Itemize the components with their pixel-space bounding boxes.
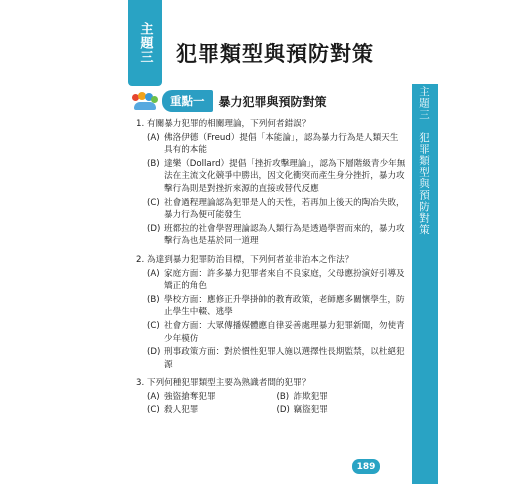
option-text: 詐欺犯罪 [293, 391, 328, 402]
option-text: 達樂（Dollard）提倡「挫折攻擊理論」，認為下層階級青少年無法在主流文化競爭中勝出，因文化衝突而產生身分挫折，暴力攻擊行為則是對挫折來源的直接或替代反應 [164, 158, 406, 194]
question-stem [136, 377, 406, 390]
option-list [136, 132, 406, 248]
option-text: 家庭方面：許多暴力犯罪者來自不良家庭，父母應扮演好引導及矯正的角色 [164, 268, 405, 292]
question-list [136, 118, 406, 423]
focus-header [132, 90, 327, 112]
question-text: 有關暴力犯罪的相關理論，下列何者錯誤？ [147, 119, 311, 129]
question-number: 2. [136, 254, 145, 265]
question-1 [136, 118, 406, 248]
option-d [277, 404, 407, 417]
option-text: 殺人犯罪 [164, 405, 199, 416]
option-label: (B) [147, 294, 160, 305]
question-3 [136, 377, 406, 417]
question-number: 3. [136, 378, 145, 389]
option-label: (C) [147, 197, 160, 208]
option-d [147, 223, 406, 248]
option-c [147, 197, 406, 222]
question-2 [136, 254, 406, 371]
option-label: (B) [147, 158, 160, 169]
option-list [136, 268, 406, 372]
option-text: 佛洛伊德（Freud）提倡「本能論」，認為暴力行為是人類天生具有的本能 [164, 132, 399, 156]
option-text: 社會方面：大眾傳播媒體應自律妥善處理暴力犯罪新聞，勿使青少年模仿 [164, 320, 405, 344]
option-label: (D) [276, 405, 290, 416]
option-label: (A) [147, 391, 160, 402]
option-label: (D) [147, 347, 161, 358]
theme-tab [128, 0, 162, 86]
question-number: 1. [136, 119, 145, 129]
option-label: (A) [147, 268, 160, 279]
chapter-title: 犯罪類型與預防對策 [176, 42, 374, 66]
question-stem [136, 254, 406, 267]
question-text: 下列何種犯罪類型主要為熟識者間的犯罪？ [147, 378, 311, 389]
option-text: 竊盜犯罪 [293, 405, 328, 416]
option-label: (B) [276, 391, 290, 402]
focus-title: 暴力犯罪與預防對策 [218, 94, 327, 109]
option-label: (D) [147, 223, 161, 234]
option-text: 班都拉的社會學習理論認為人類行為是透過學習而來的，暴力攻擊行為也是基於同一道理 [164, 223, 405, 247]
option-label: (C) [147, 320, 160, 331]
option-text: 社會過程理論認為犯罪是人的天性，若再加上後天的陶冶失敗，暴力行為便可能發生 [164, 197, 405, 221]
question-stem [136, 118, 406, 131]
people-icon-body [134, 102, 156, 110]
page-number: 189 [352, 459, 380, 474]
option-a [147, 268, 406, 293]
option-c [147, 320, 406, 345]
option-text: 學校方面：應修正升學掛帥的教育政策，老師應多關懷學生，防止學生中輟、逃學 [164, 294, 405, 318]
option-b [277, 391, 407, 404]
option-a [147, 391, 277, 404]
question-text: 為達到暴力犯罪防治目標，下列何者並非治本之作法？ [147, 254, 354, 265]
option-text: 強盜搶奪犯罪 [164, 391, 216, 402]
focus-badge: 重點一 [162, 90, 213, 112]
option-a [147, 132, 406, 157]
side-label: 主題三 犯罪類型與預防對策 [418, 86, 430, 236]
option-label: (C) [147, 405, 160, 416]
option-b [147, 158, 406, 196]
people-icon [132, 92, 158, 110]
option-d [147, 346, 406, 371]
option-c [147, 404, 277, 417]
option-b [147, 294, 406, 319]
option-list [136, 390, 406, 417]
option-text: 刑事政策方面：對於慣性犯罪人施以選擇性長期監禁，以杜絕犯源 [164, 347, 405, 370]
option-label: (A) [147, 132, 160, 143]
theme-tab-label: 主題三 [137, 22, 153, 64]
